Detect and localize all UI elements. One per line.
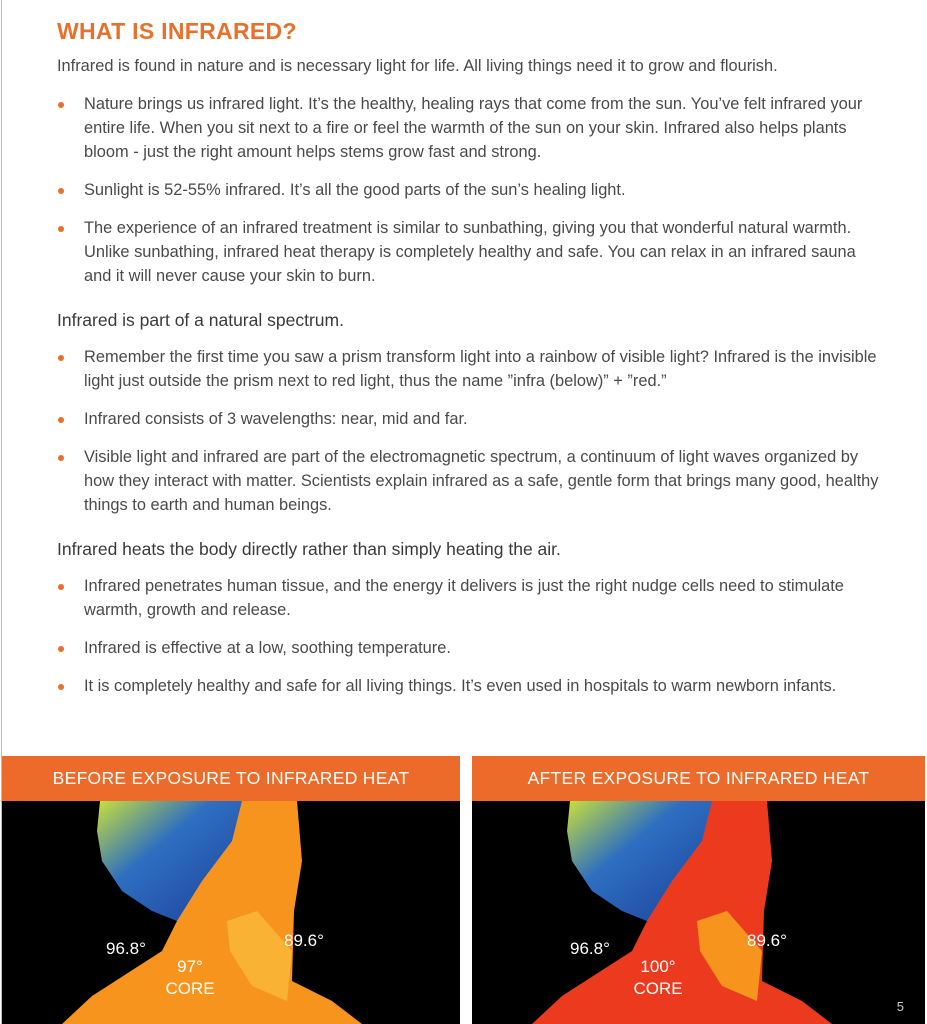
- bullet-icon: [58, 102, 64, 108]
- left-temp: 96.8°: [106, 939, 146, 958]
- list-item: Visible light and infrared are part of the electromagnetic spectrum, a continuum of light waves organized by how they interact with matter. Scientists explain infrared as a safe, gentle form that brings many good, healthy things to earth and human beings.: [57, 445, 887, 517]
- before-header: BEFORE EXPOSURE TO INFRARED HEAT: [2, 756, 460, 801]
- thermal-image-before: [2, 801, 460, 1024]
- intro-paragraph: Infrared is found in nature and is necessary light for life. All living things need it to grow and flourish.: [57, 57, 778, 75]
- section1-list: [57, 92, 887, 288]
- list-item: Nature brings us infrared light. It’s the healthy, healing rays that come from the sun. You’ve felt infrared your entire life. When you sit next to a fire or feel the warmth of the sun on your skin. Infrared also helps plants bloom - just the right amount helps stems grow fast and strong.: [57, 92, 887, 164]
- list-item: Infrared penetrates human tissue, and the energy it delivers is just the right nudge cells need to stimulate warmth, growth and release.: [57, 574, 887, 622]
- bullet-icon: [58, 188, 64, 194]
- after-header: AFTER EXPOSURE TO INFRARED HEAT: [472, 756, 925, 801]
- page-number: 5: [896, 999, 904, 1014]
- section2-heading: Infrared is part of a natural spectrum.: [57, 310, 344, 330]
- core-reading: 97° CORE: [165, 957, 215, 998]
- section3-list: [57, 574, 887, 698]
- list-item: It is completely healthy and safe for all living things. It’s even used in hospitals to warm newborn infants.: [57, 674, 887, 698]
- bullet-icon: [58, 417, 64, 423]
- left-temp: 96.8°: [570, 939, 610, 958]
- article: [57, 18, 887, 712]
- page-title: WHAT IS INFRARED?: [57, 18, 297, 44]
- list-item: Sunlight is 52-55% infrared. It’s all the good parts of the sun’s healing light.: [57, 178, 887, 202]
- bullet-icon: [58, 646, 64, 652]
- list-item: Infrared is effective at a low, soothing temperature.: [57, 636, 887, 660]
- right-temp: 89.6°: [284, 931, 324, 950]
- after-panel: [472, 756, 925, 1024]
- section3-heading: Infrared heats the body directly rather than simply heating the air.: [57, 539, 561, 559]
- bullet-icon: [58, 226, 64, 232]
- bullet-icon: [58, 355, 64, 361]
- list-item: Remember the first time you saw a prism transform light into a rainbow of visible light? Infrared is the invisible light just outside the prism next to red light, thus the name ”infra (below)” + ”red.”: [57, 345, 887, 393]
- section2-list: [57, 345, 887, 517]
- list-item: The experience of an infrared treatment is similar to sunbathing, giving you that wonderful natural warmth. Unlike sunbathing, infrared heat therapy is completely healthy and safe. You can relax in an infrared sauna and it will never cause your skin to burn.: [57, 216, 887, 288]
- bullet-icon: [58, 584, 64, 590]
- list-item: Infrared consists of 3 wavelengths: near, mid and far.: [57, 407, 887, 431]
- right-temp: 89.6°: [747, 931, 787, 950]
- bullet-icon: [58, 455, 64, 461]
- bullet-icon: [58, 684, 64, 690]
- thermal-image-after: [472, 801, 925, 1024]
- before-panel: [2, 756, 460, 1024]
- core-reading: 100° CORE: [633, 957, 683, 998]
